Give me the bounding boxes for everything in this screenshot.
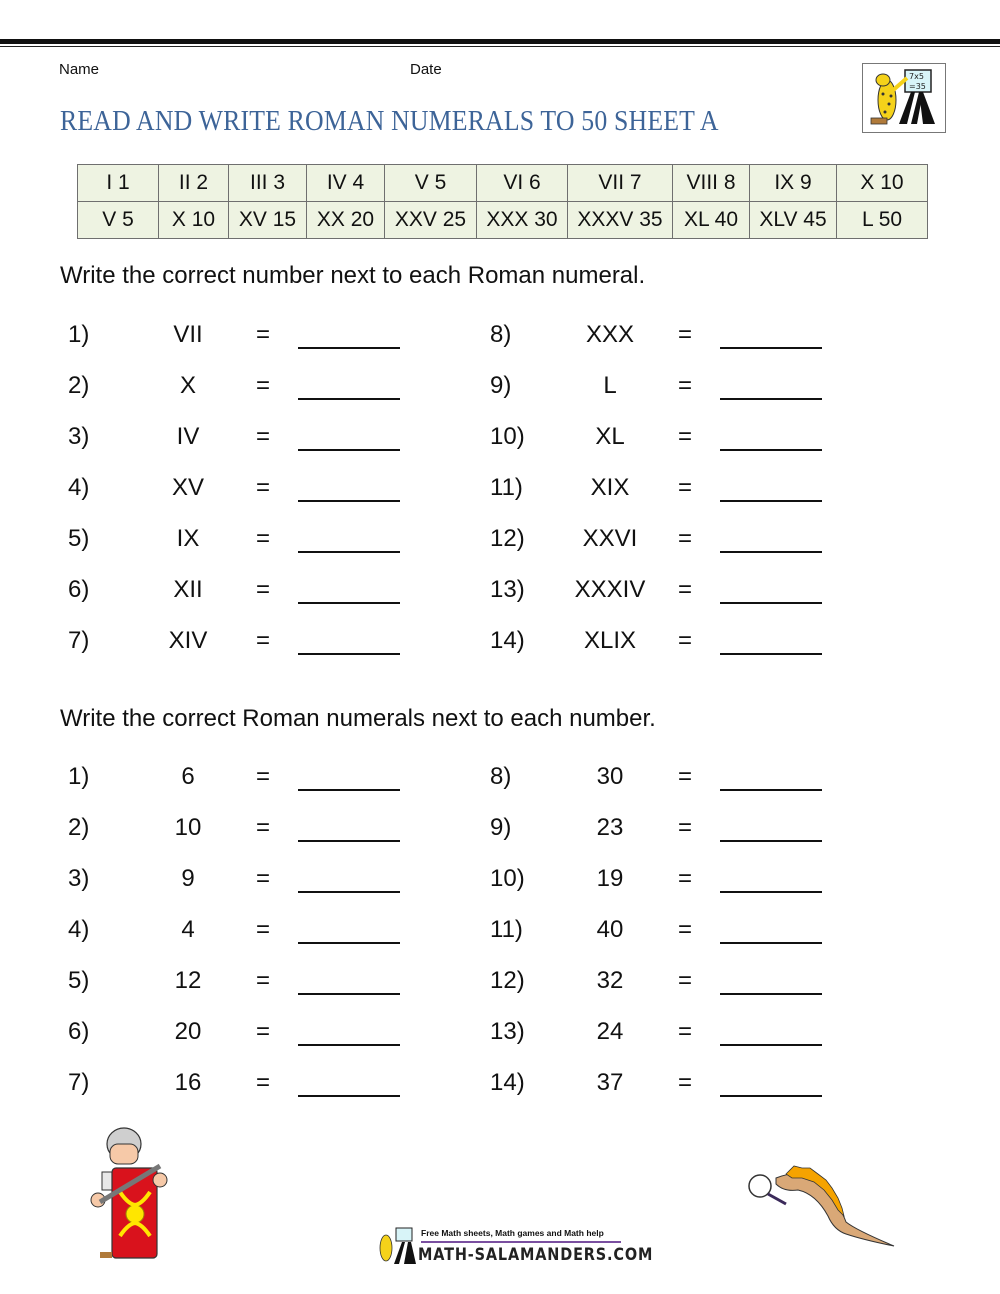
answer-blank[interactable] <box>298 500 400 502</box>
question-row <box>490 763 850 797</box>
equals-sign: = <box>256 763 271 790</box>
question-prompt: L <box>603 372 617 399</box>
question-row <box>490 525 850 559</box>
reference-cell: IX 9 <box>750 165 837 202</box>
reference-cell: IV 4 <box>307 165 385 202</box>
answer-blank[interactable] <box>298 551 400 553</box>
question-row <box>68 474 428 508</box>
question-row <box>68 576 428 610</box>
svg-text:=35: =35 <box>909 82 926 91</box>
question-row <box>68 525 428 559</box>
reference-cell: VI 6 <box>477 165 568 202</box>
question-number: 8) <box>490 763 512 790</box>
question-row <box>68 627 428 661</box>
question-prompt: XLIX <box>583 627 637 654</box>
question-number: 5) <box>68 525 90 552</box>
answer-blank[interactable] <box>720 942 822 944</box>
reference-row-1 <box>78 165 928 202</box>
question-row <box>490 814 850 848</box>
equals-sign: = <box>256 576 271 603</box>
question-row <box>490 627 850 661</box>
equals-sign: = <box>256 1018 271 1045</box>
reference-row-2 <box>78 202 928 239</box>
answer-blank[interactable] <box>298 1095 400 1097</box>
equals-sign: = <box>256 967 271 994</box>
answer-blank[interactable] <box>720 840 822 842</box>
question-prompt: 24 <box>596 1018 624 1045</box>
reference-table <box>77 164 928 239</box>
question-row <box>490 576 850 610</box>
equals-sign: = <box>678 321 693 348</box>
answer-blank[interactable] <box>298 449 400 451</box>
question-number: 12) <box>490 967 525 994</box>
footer-site-link[interactable]: MATH-SALAMANDERS.COM <box>418 1245 654 1265</box>
reference-cell: VIII 8 <box>673 165 750 202</box>
answer-blank[interactable] <box>720 993 822 995</box>
reference-cell: I 1 <box>78 165 159 202</box>
equals-sign: = <box>256 1069 271 1096</box>
equals-sign: = <box>678 814 693 841</box>
roman-soldier-illustration <box>80 1122 180 1262</box>
answer-blank[interactable] <box>720 789 822 791</box>
section1-instruction: Write the correct number next to each Roman numeral. <box>60 262 646 289</box>
question-row <box>490 474 850 508</box>
question-prompt: XXXIV <box>574 576 646 603</box>
reference-cell: XLV 45 <box>750 202 837 239</box>
equals-sign: = <box>678 627 693 654</box>
question-prompt: 20 <box>174 1018 202 1045</box>
question-prompt: X <box>179 372 196 399</box>
reference-cell: VII 7 <box>568 165 673 202</box>
question-row <box>68 321 428 355</box>
equals-sign: = <box>256 423 271 450</box>
answer-blank[interactable] <box>720 891 822 893</box>
equals-sign: = <box>256 627 271 654</box>
question-prompt: 40 <box>596 916 624 943</box>
equals-sign: = <box>678 474 693 501</box>
answer-blank[interactable] <box>720 398 822 400</box>
question-number: 8) <box>490 321 512 348</box>
answer-blank[interactable] <box>298 653 400 655</box>
question-row <box>68 1018 428 1052</box>
reference-cell: XXX 30 <box>477 202 568 239</box>
question-prompt: VII <box>173 321 203 348</box>
reference-cell: III 3 <box>229 165 307 202</box>
question-prompt: 4 <box>181 916 195 943</box>
answer-blank[interactable] <box>720 347 822 349</box>
svg-text:7x5: 7x5 <box>909 72 924 81</box>
question-number: 13) <box>490 1018 525 1045</box>
question-number: 11) <box>490 474 523 501</box>
equals-sign: = <box>256 321 271 348</box>
equals-sign: = <box>678 763 693 790</box>
answer-blank[interactable] <box>298 942 400 944</box>
answer-blank[interactable] <box>298 789 400 791</box>
question-number: 10) <box>490 423 525 450</box>
question-number: 2) <box>68 372 90 399</box>
answer-blank[interactable] <box>720 500 822 502</box>
reference-cell: XXXV 35 <box>568 202 673 239</box>
question-row <box>68 814 428 848</box>
question-row <box>68 967 428 1001</box>
question-prompt: XXVI <box>582 525 638 552</box>
answer-blank[interactable] <box>720 551 822 553</box>
section2-instruction: Write the correct Roman numerals next to each number. <box>60 705 656 732</box>
equals-sign: = <box>678 1018 693 1045</box>
question-prompt: 32 <box>596 967 624 994</box>
question-prompt: XL <box>595 423 625 450</box>
question-number: 4) <box>68 474 90 501</box>
reference-cell: X 10 <box>837 165 928 202</box>
question-number: 9) <box>490 814 512 841</box>
question-number: 6) <box>68 1018 90 1045</box>
reference-cell: XX 20 <box>307 202 385 239</box>
question-number: 11) <box>490 916 523 943</box>
question-row <box>490 1069 850 1103</box>
salamander-logo-icon <box>862 63 946 133</box>
equals-sign: = <box>256 865 271 892</box>
answer-blank[interactable] <box>720 602 822 604</box>
reference-cell: V 5 <box>385 165 477 202</box>
question-row <box>68 865 428 899</box>
question-prompt: 37 <box>596 1069 624 1096</box>
equals-sign: = <box>678 865 693 892</box>
equals-sign: = <box>256 372 271 399</box>
question-row <box>68 1069 428 1103</box>
answer-blank[interactable] <box>720 1095 822 1097</box>
question-row <box>490 916 850 950</box>
answer-blank[interactable] <box>298 891 400 893</box>
question-prompt: 16 <box>174 1069 202 1096</box>
reference-cell: XL 40 <box>673 202 750 239</box>
answer-blank[interactable] <box>298 1044 400 1046</box>
answer-blank[interactable] <box>298 398 400 400</box>
question-number: 7) <box>68 627 90 654</box>
equals-sign: = <box>678 525 693 552</box>
question-prompt: 23 <box>596 814 624 841</box>
question-number: 5) <box>68 967 90 994</box>
question-prompt: IV <box>176 423 200 450</box>
question-row <box>490 321 850 355</box>
reference-cell: X 10 <box>159 202 229 239</box>
header-rule-thin <box>0 46 1000 47</box>
question-number: 3) <box>68 423 90 450</box>
question-row <box>490 372 850 406</box>
answer-blank[interactable] <box>298 840 400 842</box>
header-rule-thick <box>0 39 1000 44</box>
equals-sign: = <box>678 576 693 603</box>
question-row <box>490 423 850 457</box>
question-number: 7) <box>68 1069 90 1096</box>
question-prompt: 6 <box>181 763 195 790</box>
answer-blank[interactable] <box>720 1044 822 1046</box>
question-number: 4) <box>68 916 90 943</box>
equals-sign: = <box>678 967 693 994</box>
reference-cell: XV 15 <box>229 202 307 239</box>
question-prompt: XV <box>171 474 204 501</box>
equals-sign: = <box>256 525 271 552</box>
date-label: Date <box>410 61 442 78</box>
question-number: 14) <box>490 627 525 654</box>
footer-tagline: Free Math sheets, Math games and Math help <box>421 1228 604 1238</box>
question-prompt: 9 <box>181 865 195 892</box>
answer-blank[interactable] <box>298 602 400 604</box>
question-number: 12) <box>490 525 525 552</box>
question-row <box>68 916 428 950</box>
question-number: 10) <box>490 865 525 892</box>
question-prompt: XIV <box>168 627 208 654</box>
question-prompt: 19 <box>596 865 624 892</box>
question-number: 9) <box>490 372 512 399</box>
question-number: 14) <box>490 1069 525 1096</box>
question-prompt: 30 <box>596 763 624 790</box>
footer-logo-icon <box>374 1226 418 1266</box>
question-number: 2) <box>68 814 90 841</box>
equals-sign: = <box>678 372 693 399</box>
answer-blank[interactable] <box>720 653 822 655</box>
equals-sign: = <box>678 423 693 450</box>
equals-sign: = <box>256 814 271 841</box>
question-number: 1) <box>68 763 90 790</box>
answer-blank[interactable] <box>298 347 400 349</box>
question-prompt: XXX <box>585 321 635 348</box>
equals-sign: = <box>256 916 271 943</box>
question-number: 1) <box>68 321 90 348</box>
question-prompt: IX <box>176 525 200 552</box>
salamander-magnifier-illustration <box>746 1160 906 1250</box>
question-row <box>68 372 428 406</box>
footer-divider <box>421 1241 621 1243</box>
question-row <box>490 1018 850 1052</box>
question-row <box>490 865 850 899</box>
question-row <box>68 423 428 457</box>
answer-blank[interactable] <box>298 993 400 995</box>
question-prompt: XII <box>173 576 203 603</box>
question-number: 3) <box>68 865 90 892</box>
equals-sign: = <box>678 916 693 943</box>
answer-blank[interactable] <box>720 449 822 451</box>
question-number: 13) <box>490 576 525 603</box>
question-prompt: 12 <box>174 967 202 994</box>
question-row <box>68 763 428 797</box>
name-label: Name <box>59 61 100 78</box>
reference-cell: II 2 <box>159 165 229 202</box>
question-prompt: XIX <box>590 474 630 501</box>
page-title: READ AND WRITE ROMAN NUMERALS TO 50 SHEET A <box>60 106 719 137</box>
question-number: 6) <box>68 576 90 603</box>
question-row <box>490 967 850 1001</box>
equals-sign: = <box>256 474 271 501</box>
reference-cell: XXV 25 <box>385 202 477 239</box>
reference-cell: V 5 <box>78 202 159 239</box>
equals-sign: = <box>678 1069 693 1096</box>
question-prompt: 10 <box>174 814 202 841</box>
reference-cell: L 50 <box>837 202 928 239</box>
